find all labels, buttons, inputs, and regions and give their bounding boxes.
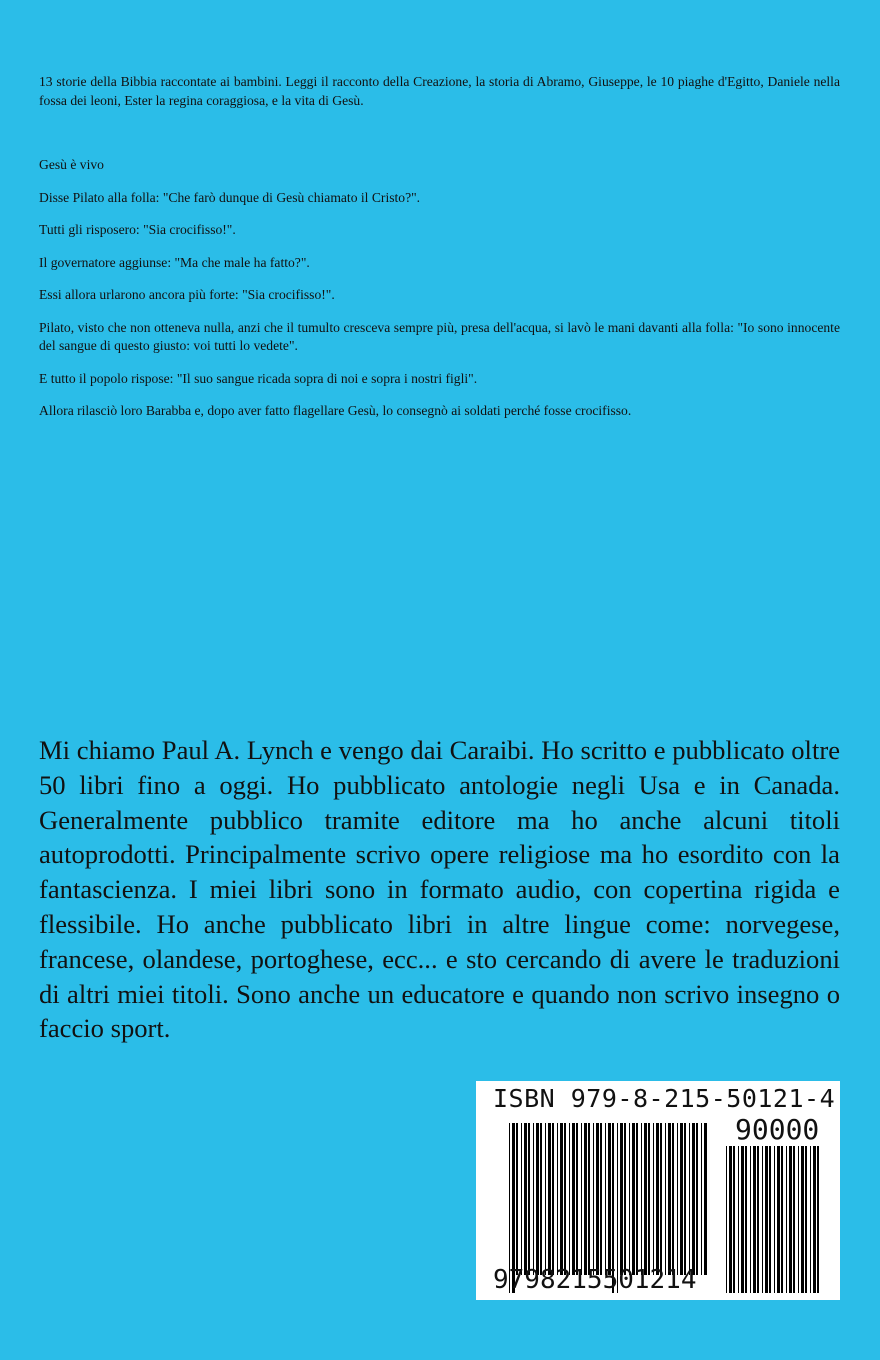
barcode-bar [810,1146,811,1293]
barcode-bar [564,1123,566,1275]
barcode-bar [733,1146,735,1293]
barcode-bar [521,1123,522,1275]
excerpt-paragraph: E tutto il popolo rispose: "Il suo sangue ricada sopra di noi e sopra i nostri figli". [39,370,478,386]
barcode-bar [605,1123,606,1275]
intro-paragraph: 13 storie della Bibbia raccontate ai bambini. Leggi il racconto della Creazione, la storia di Abramo, Giuseppe, le 10 piaghe d'Egitto, Daniele nella fossa dei leoni, Ester la regina coraggiosa, e la vita di Gesù. [39,74,840,108]
barcode-bar [620,1123,623,1275]
barcode-bar [689,1123,690,1275]
barcode-bar [801,1146,804,1293]
barcode-bar [680,1123,683,1275]
barcode-bar [629,1123,630,1275]
excerpt-paragraph: Pilato, visto che non otteneva nulla, anzi che il tumulto cresceva sempre più, presa dell'acqua, si lavò le mani davanti alla folla: "Io sono innocente del sangue di questo giusto: voi tutti lo vedete". [39,319,840,353]
barcode-bar [765,1146,768,1293]
barcode-bar [729,1146,732,1293]
barcode-bar [557,1123,558,1275]
barcode-bar [672,1123,674,1275]
excerpt-heading: Gesù è vivo [39,157,104,172]
barcode-bar [665,1123,666,1275]
barcode-bar [798,1146,799,1293]
barcode-bar [757,1146,759,1293]
story-excerpt [39,156,840,435]
barcode-bar [789,1146,792,1293]
barcode-bar [704,1123,707,1275]
barcode-bar [786,1146,787,1293]
barcode-bar [774,1146,775,1293]
barcode-bar [653,1123,654,1275]
barcode-bar [660,1123,662,1275]
barcode-bar [516,1123,518,1275]
barcode-bar [533,1123,534,1275]
excerpt-paragraph: Disse Pilato alla folla: "Che farò dunque di Gesù chiamato il Cristo?". [39,189,421,205]
barcode-bar [701,1123,702,1275]
barcode-bar [572,1123,575,1275]
barcode-bar [536,1123,539,1275]
barcode-bar [692,1123,695,1275]
barcode-bar [596,1123,599,1275]
barcode-bar [624,1123,626,1275]
barcode-bar [817,1146,819,1293]
barcode-bar [593,1123,594,1275]
barcode-bar [793,1146,795,1293]
isbn-digits: 9798215501214 [493,1265,697,1295]
barcode-bar [528,1123,530,1275]
barcode-bar [750,1146,751,1293]
barcode-bar [608,1123,611,1275]
barcode-bar [524,1123,527,1275]
barcode-bar [600,1123,602,1275]
price-code: 90000 [735,1113,820,1146]
barcode-bar [777,1146,780,1293]
addon-barcode-bars [726,1146,822,1293]
barcode-bar [576,1123,578,1275]
barcode-bar [552,1123,554,1275]
book-description [39,73,840,124]
barcode-bar [641,1123,642,1275]
barcode-bar [677,1123,678,1275]
barcode-bar [753,1146,756,1293]
isbn-label: ISBN 979-8-215-50121-4 [493,1084,836,1113]
barcode-bar [762,1146,763,1293]
barcode-bar [813,1146,816,1293]
barcode-bar [738,1146,739,1293]
barcode-bar [560,1123,563,1275]
barcode-bar [696,1123,698,1275]
barcode-bar [588,1123,590,1275]
excerpt-paragraph: Allora rilasciò loro Barabba e, dopo aver fatto flagellare Gesù, lo consegnò ai soldati perché fosse crocifisso. [39,403,632,418]
barcode-bar [741,1146,744,1293]
barcode-bar [781,1146,783,1293]
isbn-barcode [476,1081,840,1300]
excerpt-paragraph: Essi allora urlarono ancora più forte: "Sia crocifisso!". [39,287,335,302]
barcode-bar [769,1146,771,1293]
barcode-bar [656,1123,659,1275]
barcode-bar [648,1123,650,1275]
author-bio: Mi chiamo Paul A. Lynch e vengo dai Caraibi. Ho scritto e pubblicato oltre 50 libri fino a oggi. Ho pubblicato antologie negli Usa e in Canada. Generalmente pubblico tramite editore ma ho anche alcuni titoli autoprodotti. Principalmente scrivo opere religiose ma ho esordito con la fantascienza. I miei libri sono in formato audio, con copertina rigida e flessibile. Ho anche pubblicato libri in altre lingue come: norvegese, francese, olandese, portoghese, ecc... e sto cercando di avere le traduzioni di altri miei titoli. Sono anche un educatore e quando non scrivo insegno o faccio sport. [39,735,840,1044]
barcode-bar [644,1123,647,1275]
barcode-bar [726,1146,727,1293]
barcode-bar [636,1123,638,1275]
barcode-bar [745,1146,747,1293]
barcode-bar [540,1123,542,1275]
excerpt-paragraph: Il governatore aggiunse: "Ma che male ha fatto?". [39,254,310,270]
barcode-bar [805,1146,807,1293]
barcode-bar [569,1123,570,1275]
barcode-bar [684,1123,686,1275]
barcode-bar [548,1123,551,1275]
barcode-bar [668,1123,671,1275]
barcode-bar [584,1123,587,1275]
barcode-bar [545,1123,546,1275]
barcode-bar [632,1123,635,1275]
excerpt-paragraph: Tutti gli risposero: "Sia crocifisso!". [39,222,236,237]
barcode-bar [581,1123,582,1275]
